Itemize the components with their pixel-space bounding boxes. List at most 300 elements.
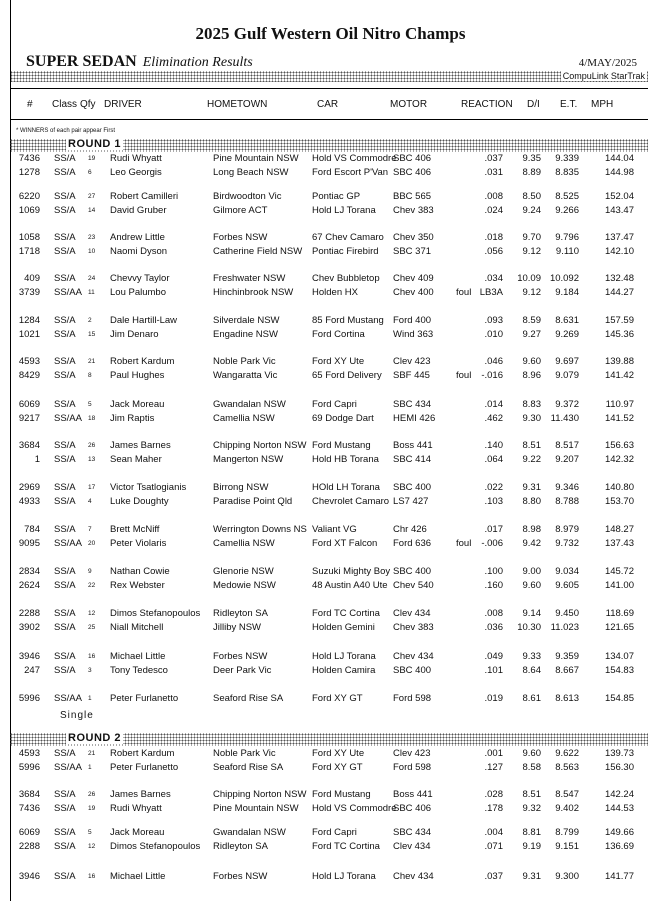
cell-mph: 145.72 [604, 566, 634, 577]
col-mph: MPH [591, 99, 614, 110]
cell-foul: foul [456, 538, 472, 549]
cell-et: 9.151 [555, 841, 579, 852]
cell-mph: 121.65 [604, 622, 634, 633]
cell-et: 9.605 [555, 580, 579, 591]
timing-system-label: CompuLink StarTrak [562, 71, 645, 81]
cell-driver: Andrew Little [110, 232, 165, 243]
cell-num: 9217 [18, 413, 40, 424]
round-1-band [10, 139, 648, 152]
cell-et: 9.184 [555, 287, 579, 298]
cell-et: 9.300 [555, 871, 579, 882]
cell-driver: Victor Tsatlogianis [110, 482, 187, 493]
cell-reaction: .101 [484, 665, 503, 676]
result-row [0, 748, 661, 761]
cell-di: 9.35 [522, 153, 541, 164]
cell-reaction: .127 [484, 762, 503, 773]
cell-et: 9.110 [555, 246, 579, 257]
cell-car: Hold HB Torana [312, 454, 379, 465]
cell-et: 9.346 [555, 482, 579, 493]
cell-motor: Ford 598 [393, 762, 432, 773]
cell-class: SS/A [54, 370, 76, 381]
cell-et: 8.667 [555, 665, 579, 676]
cell-num: 1021 [18, 329, 40, 340]
cell-car: Chev Bubbletop [312, 273, 380, 284]
cell-et: 8.835 [555, 167, 579, 178]
cell-driver: Dimos Stefanopoulos [110, 841, 201, 852]
cell-car: Ford TC Cortina [312, 841, 380, 852]
cell-mph: 144.04 [604, 153, 634, 164]
cell-qfy: 22 [88, 582, 96, 589]
cell-motor: Chev 400 [393, 287, 434, 298]
result-row [0, 538, 661, 551]
result-row [0, 370, 661, 383]
cell-et: 9.372 [555, 399, 579, 410]
cell-qfy: 26 [88, 442, 96, 449]
cell-class: SS/A [54, 580, 76, 591]
cell-num: 4593 [18, 748, 40, 759]
cell-hometown: Glenorie NSW [213, 566, 274, 577]
cell-di: 10.09 [517, 273, 541, 284]
cell-driver: Jim Raptis [110, 413, 155, 424]
cell-num: 784 [24, 524, 40, 535]
cell-qfy: 20 [88, 540, 96, 547]
cell-motor: Chev 409 [393, 273, 434, 284]
cell-driver: Robert Kardum [110, 748, 175, 759]
results-label: Elimination Results [142, 55, 253, 70]
cell-et: 8.517 [555, 440, 579, 451]
cell-reaction: .022 [484, 482, 503, 493]
cell-hometown: Long Beach NSW [213, 167, 289, 178]
cell-motor: LS7 427 [393, 496, 429, 507]
cell-class: SS/A [54, 622, 76, 633]
cell-et: 9.450 [555, 608, 579, 619]
cell-reaction: .178 [484, 803, 503, 814]
result-row [0, 762, 661, 775]
cell-et: 8.788 [555, 496, 579, 507]
cell-foul: foul [456, 287, 472, 298]
cell-hometown: Ridleyton SA [213, 841, 268, 852]
cell-hometown: Chipping Norton NSW [213, 440, 307, 451]
cell-di: 9.12 [522, 287, 541, 298]
cell-motor: Clev 423 [393, 356, 431, 367]
cell-motor: Chr 426 [393, 524, 427, 535]
cell-motor: SBC 400 [393, 566, 432, 577]
cell-hometown: Noble Park Vic [213, 356, 276, 367]
cell-et: 9.207 [555, 454, 579, 465]
cell-num: 5996 [18, 762, 40, 773]
cell-num: 3946 [18, 651, 40, 662]
cell-car: Holden HX [312, 287, 358, 298]
cell-qfy: 6 [88, 169, 92, 176]
cell-hometown: Gwandalan NSW [213, 399, 286, 410]
cell-et: 9.266 [555, 205, 579, 216]
cell-qfy: 23 [88, 234, 96, 241]
cell-motor: SBC 406 [393, 803, 432, 814]
cell-num: 409 [24, 273, 40, 284]
cell-reaction: LB3A [479, 287, 503, 298]
cell-di: 8.89 [522, 167, 541, 178]
cell-reaction: .064 [484, 454, 503, 465]
cell-hometown: Werrington Downs NS [213, 524, 307, 535]
cell-car: HOld LH Torana [312, 482, 380, 493]
cell-et: 9.359 [555, 651, 579, 662]
cell-hometown: Ridleyton SA [213, 608, 268, 619]
cell-di: 9.42 [522, 538, 541, 549]
cell-hometown: Hinchinbrook NSW [213, 287, 294, 298]
cell-mph: 148.27 [604, 524, 634, 535]
result-row [0, 287, 661, 300]
cell-reaction: .046 [484, 356, 503, 367]
event-date: 4/MAY/2025 [578, 57, 637, 69]
cell-di: 9.30 [522, 413, 541, 424]
cell-di: 9.12 [522, 246, 541, 257]
cell-car: Ford Capri [312, 399, 357, 410]
cell-reaction: .037 [484, 871, 503, 882]
cell-num: 5996 [18, 693, 40, 704]
result-row [0, 329, 661, 342]
cell-class: SS/A [54, 454, 76, 465]
cell-et: 8.613 [555, 693, 579, 704]
col-di: D/I [527, 99, 540, 110]
cell-qfy: 17 [88, 484, 96, 491]
result-row [0, 665, 661, 678]
cell-car: 65 Ford Delivery [312, 370, 382, 381]
cell-mph: 141.77 [604, 871, 634, 882]
cell-motor: Chev 383 [393, 622, 434, 633]
cell-motor: HEMI 426 [393, 413, 436, 424]
cell-qfy: 4 [88, 498, 92, 505]
cell-qfy: 25 [88, 624, 96, 631]
cell-car: Ford XY GT [312, 693, 363, 704]
cell-mph: 153.70 [604, 496, 634, 507]
page-title: 2025 Gulf Western Oil Nitro Champs [195, 24, 466, 43]
cell-reaction: .018 [484, 232, 503, 243]
cell-class: SS/A [54, 665, 76, 676]
cell-num: 3739 [18, 287, 40, 298]
cell-qfy: 5 [88, 401, 92, 408]
cell-num: 2969 [18, 482, 40, 493]
cell-car: Pontiac GP [312, 191, 361, 202]
cell-di: 9.32 [522, 803, 541, 814]
cell-car: Ford XY Ute [312, 356, 365, 367]
cell-mph: 132.48 [604, 273, 634, 284]
cell-motor: Clev 434 [393, 841, 431, 852]
cell-motor: Chev 383 [393, 205, 434, 216]
cell-di: 8.50 [522, 191, 541, 202]
cell-reaction: .049 [484, 651, 503, 662]
class-name: SUPER SEDAN [26, 53, 137, 70]
cell-car: Hold VS Commodre [312, 153, 397, 164]
round-2-band [10, 733, 648, 746]
cell-motor: SBC 434 [393, 399, 432, 410]
result-row [0, 803, 661, 816]
cell-mph: 141.00 [604, 580, 634, 591]
cell-car: Ford Mustang [312, 789, 371, 800]
cell-car: Ford Mustang [312, 440, 371, 451]
cell-qfy: 14 [88, 207, 96, 214]
cell-car: Hold LJ Torana [312, 205, 376, 216]
cell-num: 6220 [18, 191, 40, 202]
cell-class: SS/A [54, 273, 76, 284]
cell-et: 9.622 [555, 748, 579, 759]
cell-reaction: -.006 [481, 538, 503, 549]
cell-di: 9.24 [522, 205, 541, 216]
cell-et: 9.079 [555, 370, 579, 381]
cell-hometown: Birrong NSW [213, 482, 269, 493]
result-row [0, 273, 661, 286]
result-row [0, 315, 661, 328]
result-row [0, 356, 661, 369]
cell-class: SS/A [54, 440, 76, 451]
cell-driver: Jack Moreau [110, 827, 165, 838]
col-car: CAR [317, 99, 339, 110]
cell-driver: Michael Little [110, 651, 166, 662]
cell-class: SS/A [54, 841, 76, 852]
cell-qfy: 3 [88, 667, 92, 674]
cell-di: 8.81 [522, 827, 541, 838]
cell-reaction: .037 [484, 153, 503, 164]
cell-class: SS/AA [54, 538, 82, 549]
cell-motor: SBF 445 [393, 370, 430, 381]
result-row [0, 841, 661, 854]
cell-mph: 136.69 [604, 841, 634, 852]
cell-et: 11.430 [550, 413, 579, 424]
cell-class: SS/A [54, 167, 76, 178]
cell-hometown: Jilliby NSW [213, 622, 262, 633]
cell-mph: 134.07 [604, 651, 634, 662]
cell-et: 8.799 [555, 827, 579, 838]
cell-mph: 144.98 [604, 167, 634, 178]
cell-class: SS/AA [54, 287, 82, 298]
cell-hometown: Engadine NSW [213, 329, 278, 340]
cell-num: 1069 [18, 205, 40, 216]
winners-note: * WINNERS of each pair appear First [16, 128, 116, 134]
result-row [0, 440, 661, 453]
cell-hometown: Seaford Rise SA [213, 693, 284, 704]
cell-class: SS/A [54, 246, 76, 257]
result-row [0, 580, 661, 593]
cell-hometown: Wangaratta Vic [213, 370, 278, 381]
cell-di: 8.80 [522, 496, 541, 507]
cell-car: Hold VS Commodre [312, 803, 397, 814]
cell-hometown: Forbes NSW [213, 651, 268, 662]
cell-reaction: .071 [484, 841, 503, 852]
cell-reaction: .017 [484, 524, 503, 535]
cell-class: SS/A [54, 496, 76, 507]
cell-motor: Chev 540 [393, 580, 434, 591]
cell-mph: 139.73 [604, 748, 634, 759]
cell-class: SS/A [54, 803, 76, 814]
cell-driver: Jim Denaro [110, 329, 159, 340]
cell-reaction: .004 [484, 827, 503, 838]
result-row [0, 871, 661, 884]
cell-mph: 141.42 [604, 370, 634, 381]
cell-qfy: 7 [88, 526, 92, 533]
cell-driver: Peter Violaris [110, 538, 167, 549]
cell-reaction: .093 [484, 315, 503, 326]
cell-mph: 156.30 [604, 762, 634, 773]
cell-reaction: .140 [484, 440, 503, 451]
cell-driver: James Barnes [110, 440, 171, 451]
cell-reaction: .028 [484, 789, 503, 800]
cell-di: 9.31 [522, 871, 541, 882]
result-row [0, 789, 661, 802]
cell-di: 9.60 [522, 356, 541, 367]
cell-driver: Peter Furlanetto [110, 762, 179, 773]
cell-driver: Chevvy Taylor [110, 273, 170, 284]
cell-reaction: .010 [484, 329, 503, 340]
result-row [0, 651, 661, 664]
cell-di: 10.30 [517, 622, 541, 633]
cell-hometown: Paradise Point Qld [213, 496, 293, 507]
cell-qfy: 1 [88, 764, 92, 771]
cell-di: 8.61 [522, 693, 541, 704]
header-rule-bottom [10, 119, 648, 120]
cell-hometown: Silverdale NSW [213, 315, 280, 326]
cell-motor: Ford 636 [393, 538, 432, 549]
cell-num: 2288 [18, 841, 40, 852]
cell-driver: David Gruber [110, 205, 167, 216]
cell-driver: Michael Little [110, 871, 166, 882]
cell-motor: Wind 363 [393, 329, 434, 340]
cell-qfy: 10 [88, 248, 96, 255]
cell-driver: Peter Furlanetto [110, 693, 179, 704]
cell-num: 1284 [18, 315, 40, 326]
cell-motor: Ford 400 [393, 315, 432, 326]
cell-num: 2624 [18, 580, 40, 591]
cell-et: 9.796 [555, 232, 579, 243]
cell-driver: Lou Palumbo [110, 287, 166, 298]
cell-num: 2834 [18, 566, 40, 577]
cell-et: 8.547 [555, 789, 579, 800]
cell-motor: Ford 598 [393, 693, 432, 704]
cell-hometown: Forbes NSW [213, 871, 268, 882]
cell-driver: Niall Mitchell [110, 622, 164, 633]
cell-num: 6069 [18, 399, 40, 410]
cell-driver: Robert Kardum [110, 356, 175, 367]
result-row [0, 232, 661, 245]
cell-hometown: Camellia NSW [213, 413, 275, 424]
header-dotted-band [10, 71, 648, 82]
cell-mph: 144.27 [604, 287, 634, 298]
cell-et: 9.402 [555, 803, 579, 814]
cell-class: SS/A [54, 651, 76, 662]
cell-num: 6069 [18, 827, 40, 838]
cell-reaction: .160 [484, 580, 503, 591]
cell-car: Ford Capri [312, 827, 357, 838]
cell-hometown: Pine Mountain NSW [213, 153, 299, 164]
cell-car: 85 Ford Mustang [312, 315, 384, 326]
cell-reaction: .019 [484, 693, 503, 704]
cell-driver: Luke Doughty [110, 496, 169, 507]
cell-class: SS/A [54, 191, 76, 202]
cell-driver: Leo Georgis [110, 167, 162, 178]
col-hometown: HOMETOWN [207, 99, 268, 110]
cell-class: SS/AA [54, 762, 82, 773]
cell-car: 69 Dodge Dart [312, 413, 374, 424]
cell-mph: 142.32 [604, 454, 634, 465]
cell-reaction: .001 [484, 748, 503, 759]
result-row [0, 191, 661, 204]
cell-mph: 142.10 [604, 246, 634, 257]
cell-car: Holden Gemini [312, 622, 375, 633]
cell-num: 7436 [18, 153, 40, 164]
cell-mph: 145.36 [604, 329, 634, 340]
cell-class: SS/A [54, 524, 76, 535]
cell-motor: Clev 434 [393, 608, 431, 619]
cell-class: SS/AA [54, 693, 82, 704]
cell-num: 4933 [18, 496, 40, 507]
cell-hometown: Gilmore ACT [213, 205, 268, 216]
cell-di: 9.33 [522, 651, 541, 662]
cell-di: 8.98 [522, 524, 541, 535]
cell-di: 9.19 [522, 841, 541, 852]
cell-motor: SBC 406 [393, 167, 432, 178]
cell-reaction: .008 [484, 608, 503, 619]
cell-qfy: 15 [88, 331, 96, 338]
cell-mph: 140.80 [604, 482, 634, 493]
cell-driver: Jack Moreau [110, 399, 165, 410]
cell-car: Ford Cortina [312, 329, 365, 340]
cell-driver: Brett McNiff [110, 524, 160, 535]
cell-qfy: 18 [88, 415, 96, 422]
cell-driver: Rex Webster [110, 580, 165, 591]
cell-qfy: 11 [88, 289, 95, 296]
cell-car: Ford XY Ute [312, 748, 365, 759]
cell-di: 8.96 [522, 370, 541, 381]
cell-et: 9.732 [555, 538, 579, 549]
cell-di: 9.70 [522, 232, 541, 243]
cell-num: 3902 [18, 622, 40, 633]
cell-di: 9.31 [522, 482, 541, 493]
cell-num: 7436 [18, 803, 40, 814]
cell-class: SS/A [54, 871, 76, 882]
cell-num: 3684 [18, 440, 40, 451]
cell-et: 8.563 [555, 762, 579, 773]
result-row [0, 496, 661, 509]
cell-reaction: .103 [484, 496, 503, 507]
cell-qfy: 5 [88, 829, 92, 836]
cell-di: 9.00 [522, 566, 541, 577]
cell-hometown: Deer Park Vic [213, 665, 272, 676]
cell-class: SS/A [54, 153, 76, 164]
cell-num: 1058 [18, 232, 40, 243]
cell-class: SS/A [54, 205, 76, 216]
cell-di: 8.51 [522, 440, 541, 451]
col-qfy: Qfy [80, 99, 96, 110]
result-row [0, 205, 661, 218]
cell-hometown: Pine Mountain NSW [213, 803, 299, 814]
cell-reaction: .036 [484, 622, 503, 633]
cell-hometown: Mangerton NSW [213, 454, 284, 465]
result-row [0, 524, 661, 537]
cell-reaction: .008 [484, 191, 503, 202]
cell-di: 8.58 [522, 762, 541, 773]
cell-qfy: 8 [88, 372, 92, 379]
cell-car: Hold LJ Torana [312, 871, 376, 882]
cell-di: 8.51 [522, 789, 541, 800]
cell-class: SS/A [54, 329, 76, 340]
cell-driver: Sean Maher [110, 454, 162, 465]
cell-qfy: 26 [88, 791, 96, 798]
col-motor: MOTOR [390, 99, 428, 110]
cell-class: SS/A [54, 566, 76, 577]
cell-hometown: Forbes NSW [213, 232, 268, 243]
cell-class: SS/A [54, 356, 76, 367]
result-row [0, 153, 661, 166]
cell-qfy: 27 [88, 193, 96, 200]
cell-di: 9.60 [522, 580, 541, 591]
